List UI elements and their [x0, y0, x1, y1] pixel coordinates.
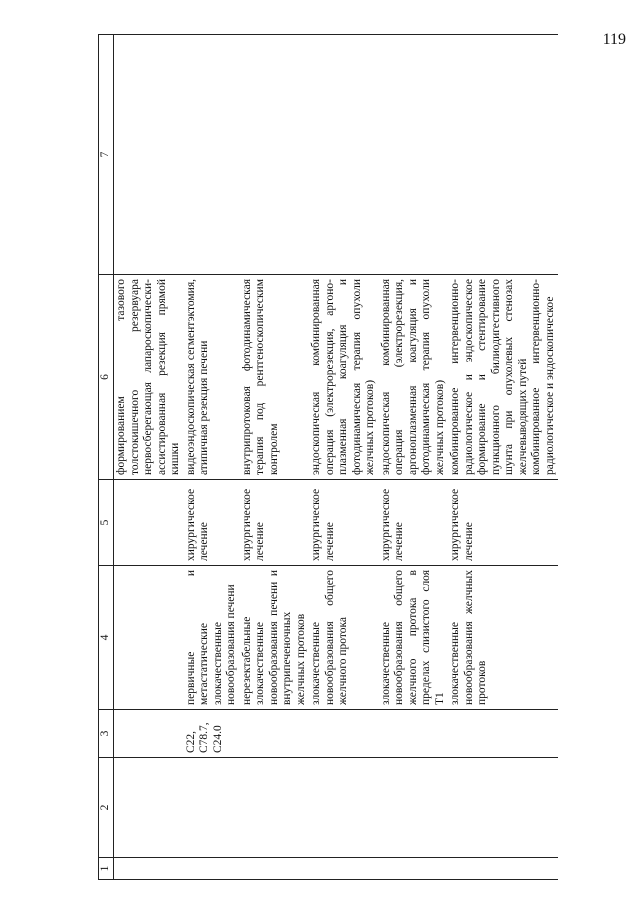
cell-treatment-type: хирургическое лечение [184, 480, 240, 566]
treatment-table [98, 34, 558, 880]
cell-treatment-type: хирургическое лечение [240, 480, 310, 566]
cell-col1 [448, 858, 558, 880]
cell-diagnosis-code [448, 710, 558, 758]
table-row [448, 35, 558, 880]
cell-diagnosis-code [240, 710, 310, 758]
cell-col2 [309, 758, 379, 858]
column-header: 3 [99, 710, 114, 758]
table-row [184, 35, 240, 880]
cell-diagnosis-code [379, 710, 449, 758]
cell-diagnosis-code [309, 710, 379, 758]
cell-col7 [448, 35, 558, 275]
rotated-table-container [98, 35, 556, 880]
cell-col7 [114, 35, 184, 275]
cell-treatment-type: хирургическое лечение [448, 480, 558, 566]
cell-condition: нерезектабельные злокачественные новообразования печени и внутрипеченочных желчных протоков [240, 566, 310, 710]
cell-method: видеоэндоскопическая сегментэктомия, атипичная резекция печени [184, 275, 240, 480]
column-header: 4 [99, 566, 114, 710]
cell-treatment-type: хирургическое лечение [309, 480, 379, 566]
cell-col1 [114, 858, 184, 880]
page-number: 119 [602, 31, 626, 48]
cell-treatment-type [114, 480, 184, 566]
cell-col2 [240, 758, 310, 858]
cell-col2 [114, 758, 184, 858]
cell-diagnosis-code: C22, C78.7, C24.0 [184, 710, 240, 758]
column-header: 6 [99, 275, 114, 480]
cell-treatment-type: хирургическое лечение [379, 480, 449, 566]
cell-method: эндоскопическая комбинированная операция (электрорезекция, аргоноплазменная коагуляция и фотодинамическая терапия опухоли желчных протоков) [379, 275, 449, 480]
method-text: комбинированное интервенционно-радиологическое и эндоскопическое формирование и стентирование пункционного билиодигестивного шунта при опухолевых стенозах желчевыводящих путей [449, 279, 529, 475]
cell-col2 [379, 758, 449, 858]
cell-method: эндоскопическая комбинированная операция (электрорезекция, аргоно-плазменная коагуляция и фотодинамическая терапия опухоли желчных протоков) [309, 275, 379, 480]
cell-condition: первичные и метастатические злокачественные новообразования печени [184, 566, 240, 710]
method-text: комбинированное интервенционно-радиологическое и эндоскопическое [530, 279, 556, 475]
cell-diagnosis-code [114, 710, 184, 758]
cell-col2 [184, 758, 240, 858]
cell-method [448, 275, 558, 480]
cell-col1 [240, 858, 310, 880]
column-header: 7 [99, 35, 114, 275]
table-header-row [99, 35, 114, 880]
cell-condition: злокачественные новообразования общего желчного протока в пределах слизистого слоя T1 [379, 566, 449, 710]
cell-condition: злокачественные новообразования общего желчного протока [309, 566, 379, 710]
cell-condition: злокачественные новообразования желчных протоков [448, 566, 558, 710]
cell-col7 [309, 35, 379, 275]
cell-col1 [379, 858, 449, 880]
cell-col2 [448, 758, 558, 858]
cell-method: формированием тазового толстокишечного резервуара нервосберегающая лапароскопически-ассистированная резекция прямой кишки [114, 275, 184, 480]
cell-col1 [309, 858, 379, 880]
cell-col7 [184, 35, 240, 275]
table-row [379, 35, 449, 880]
column-header: 1 [99, 858, 114, 880]
cell-col1 [184, 858, 240, 880]
column-header: 5 [99, 480, 114, 566]
cell-condition [114, 566, 184, 710]
table-row [309, 35, 379, 880]
cell-col7 [240, 35, 310, 275]
column-header: 2 [99, 758, 114, 858]
table-row [114, 35, 184, 880]
cell-col7 [379, 35, 449, 275]
table-row [240, 35, 310, 880]
cell-method: внутрипротоковая фотодинамическая терапия под рентгеноскопическим контролем [240, 275, 310, 480]
